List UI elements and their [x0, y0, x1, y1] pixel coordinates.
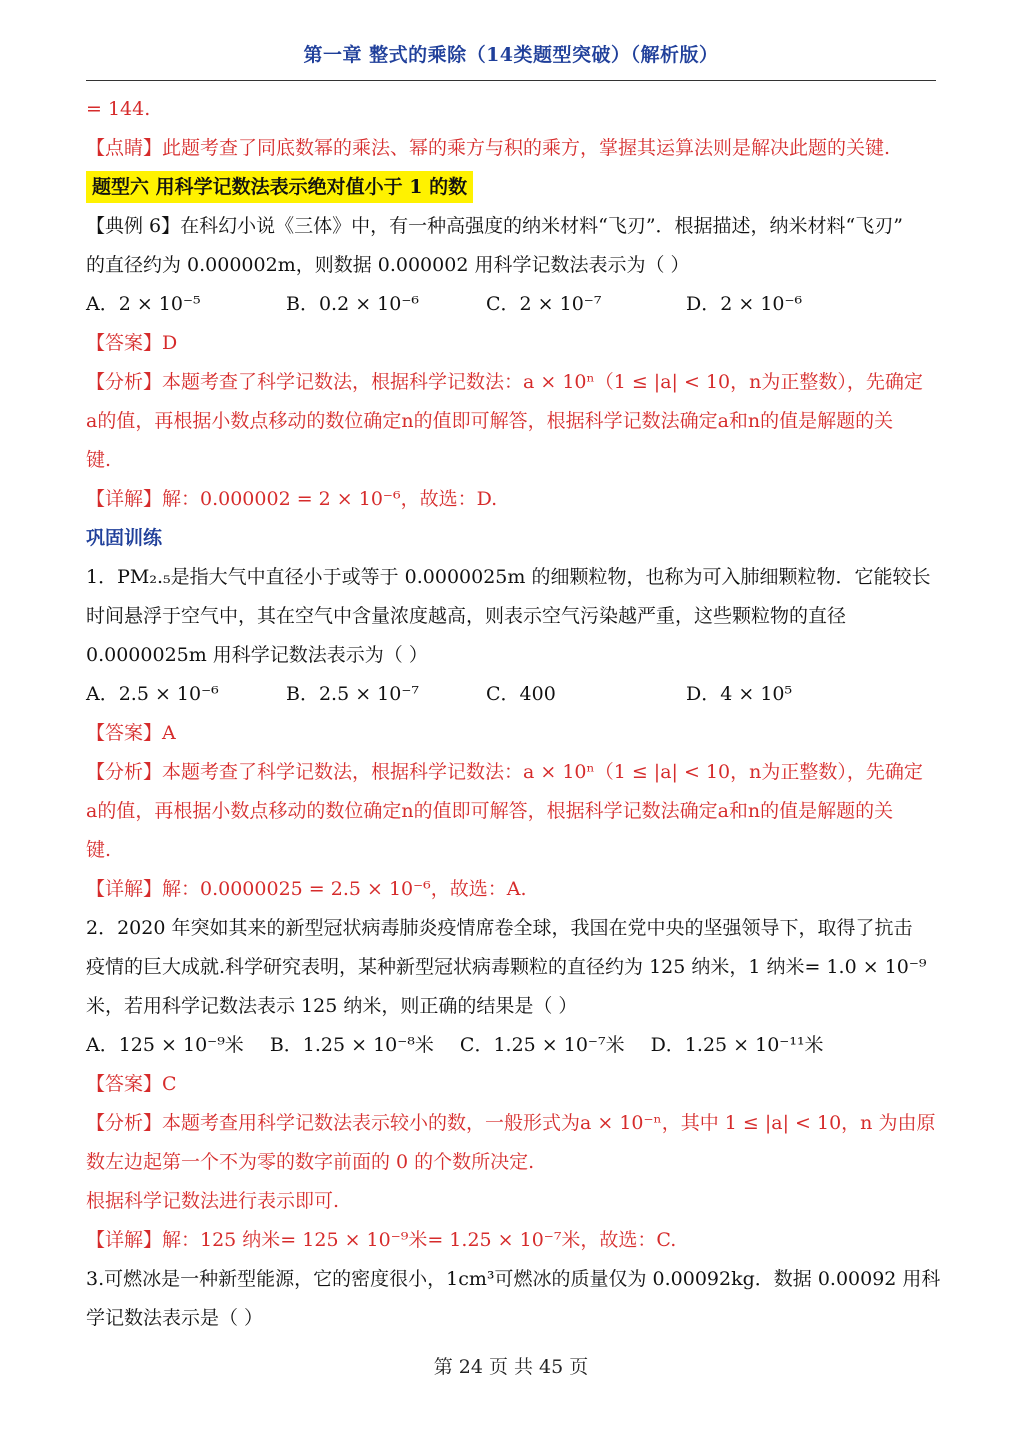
- example-option-d: D．2 × 10⁻⁶: [686, 293, 803, 315]
- q1-line2: 时间悬浮于空气中，其在空气中含量浓度越高，则表示空气污染越严重，这些颗粒物的直径: [86, 605, 847, 627]
- section-title: 题型六 用科学记数法表示绝对值小于 1 的数: [86, 171, 473, 203]
- q2-analysis-line1: 【分析】本题考查用科学记数法表示较小的数，一般形式为a × 10⁻ⁿ，其中 1 ≤ |a| < 10，n 为由原: [86, 1112, 936, 1134]
- q1-option-c: C．400: [486, 683, 556, 705]
- q2-answer: 【答案】C: [86, 1073, 177, 1095]
- q1-analysis-line2: a的值，再根据小数点移动的数位确定n的值即可解答，根据科学记数法确定a和n的值是解题的关: [86, 800, 894, 822]
- example-option-b: B．0.2 × 10⁻⁶: [286, 293, 420, 315]
- example-question-line1: 【典例 6】在科幻小说《三体》中，有一种高强度的纳米材料“飞刃”．根据描述，纳米材料“飞刃”: [86, 215, 903, 237]
- q1-analysis-line3: 键.: [86, 839, 112, 861]
- dianjing-note: 【点睛】此题考查了同底数幂的乘法、幂的乘方与积的乘方，掌握其运算法则是解决此题的关键.: [86, 137, 891, 159]
- q2-option-a: A．125 × 10⁻⁹米: [86, 1034, 244, 1056]
- example-question-line2: 的直径约为 0.000002m，则数据 0.000002 用科学记数法表示为（ ）: [86, 254, 690, 276]
- example-option-a: A．2 × 10⁻⁵: [86, 293, 201, 315]
- example-options: [86, 285, 936, 324]
- q2-detail: 【详解】解：125 纳米= 125 × 10⁻⁹米= 1.25 × 10⁻⁷米，故选：C.: [86, 1229, 677, 1251]
- q2-analysis-line3: 根据科学记数法进行表示即可.: [86, 1190, 340, 1212]
- q1-option-d: D．4 × 10⁵: [686, 683, 793, 705]
- q2-option-d: D．1.25 × 10⁻¹¹米: [650, 1034, 824, 1056]
- example-answer: 【答案】D: [86, 332, 178, 354]
- q2-analysis-line2: 数左边起第一个不为零的数字前面的 0 的个数所决定.: [86, 1151, 535, 1173]
- q1-option-b: B．2.5 × 10⁻⁷: [286, 683, 420, 705]
- q1-detail: 【详解】解：0.0000025 = 2.5 × 10⁻⁶，故选：A.: [86, 878, 527, 900]
- example-analysis-line2: a的值，再根据小数点移动的数位确定n的值即可解答，根据科学记数法确定a和n的值是解题的关: [86, 410, 894, 432]
- q3-line2: 学记数法表示是（ ）: [86, 1307, 264, 1329]
- q3-line1: 3.可燃冰是一种新型能源，它的密度很小，1cm³可燃冰的质量仅为 0.00092kg．数据 0.00092 用科: [86, 1268, 941, 1290]
- page-header-title: 第一章 整式的乘除（14类题型突破）（解析版）: [303, 44, 719, 66]
- example-detail: 【详解】解：0.000002 = 2 × 10⁻⁶，故选：D.: [86, 488, 498, 510]
- example-analysis-line1: 【分析】本题考查了科学记数法，根据科学记数法：a × 10ⁿ（1 ≤ |a| < 10，n为正整数），先确定: [86, 371, 923, 393]
- q1-answer: 【答案】A: [86, 722, 176, 744]
- page-number-footer: 第 24 页 共 45 页: [433, 1356, 589, 1378]
- q2-option-c: C．1.25 × 10⁻⁷米: [459, 1034, 625, 1056]
- document-body: [86, 90, 941, 1338]
- q1-options: [86, 675, 936, 714]
- q1-line1: 1．PM₂.₅是指大气中直径小于或等于 0.0000025m 的细颗粒物，也称为可入肺细颗粒物．它能较长: [86, 566, 931, 588]
- practice-heading: 巩固训练: [86, 527, 163, 549]
- previous-answer-tail: = 144.: [86, 98, 151, 120]
- example-option-c: C．2 × 10⁻⁷: [486, 293, 602, 315]
- q1-line3: 0.0000025m 用科学记数法表示为（ ）: [86, 644, 428, 666]
- q1-option-a: A．2.5 × 10⁻⁶: [86, 683, 219, 705]
- example-analysis-line3: 键.: [86, 449, 112, 471]
- header-divider: [86, 80, 936, 81]
- q2-line2: 疫情的巨大成就.科学研究表明，某种新型冠状病毒颗粒的直径约为 125 纳米，1 纳米= 1.0 × 10⁻⁹: [86, 956, 927, 978]
- q2-option-b: B．1.25 × 10⁻⁸米: [269, 1034, 434, 1056]
- q2-line3: 米，若用科学记数法表示 125 纳米，则正确的结果是（ ）: [86, 995, 578, 1017]
- q1-analysis-line1: 【分析】本题考查了科学记数法，根据科学记数法：a × 10ⁿ（1 ≤ |a| < 10，n为正整数），先确定: [86, 761, 923, 783]
- q2-line1: 2．2020 年突如其来的新型冠状病毒肺炎疫情席卷全球，我国在党中央的坚强领导下，取得了抗击: [86, 917, 913, 939]
- q2-options: [86, 1026, 936, 1065]
